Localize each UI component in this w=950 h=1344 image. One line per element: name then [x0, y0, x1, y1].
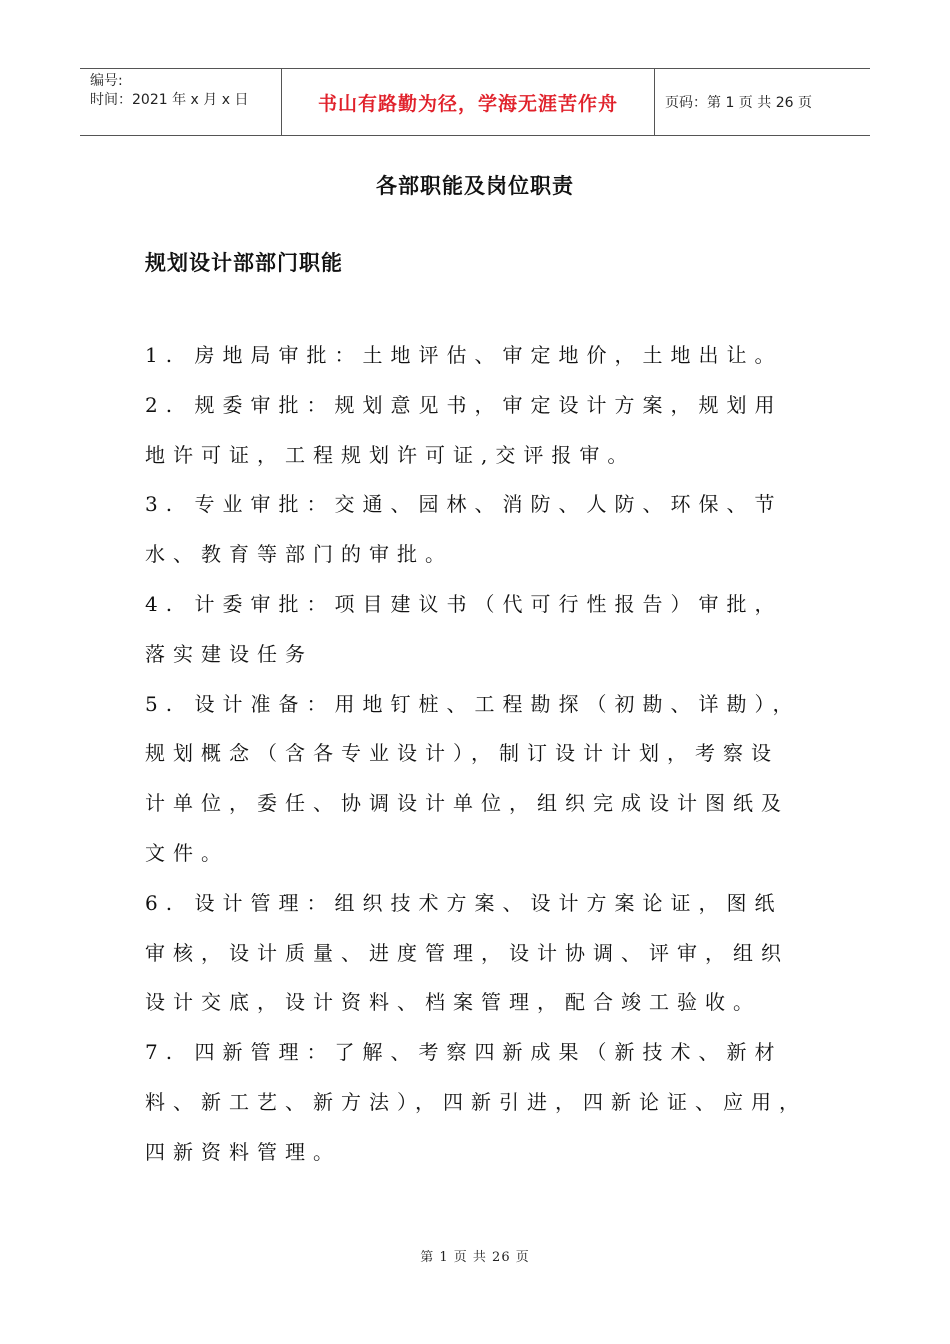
text-line: 水、教育等部门的审批。	[145, 542, 453, 567]
section-title: 规划设计部部门职能	[145, 251, 343, 275]
text-line: 地许可证，工程规划许可证,交评报审。	[145, 442, 636, 467]
text-line: 文件。	[145, 840, 229, 865]
text-line: 6. 设计管理：组织技术方案、设计方案论证，图纸	[145, 890, 783, 915]
time-label: 时间：2021 年 x 月 x 日	[90, 92, 249, 108]
number-label: 编号:	[90, 73, 123, 89]
document-header	[80, 68, 870, 136]
text-line: 1. 房地局审批：土地评估、审定地价，土地出让。	[145, 343, 783, 367]
text-line: 落实建设任务	[145, 641, 313, 666]
header-page-label: 页码：第 1 页 共 26 页	[665, 95, 812, 111]
text-line: 4. 计委审批：项目建议书（代可行性报告）审批，	[145, 591, 783, 616]
text-line: 设计交底，设计资料、档案管理，配合竣工验收。	[145, 990, 761, 1015]
header-slogan: 书山有路勤为径，学海无涯苦作舟	[281, 69, 655, 135]
header-meta	[80, 69, 281, 135]
text-line: 审核，设计质量、进度管理，设计协调、评审，组织	[145, 940, 789, 965]
text-line: 7. 四新管理：了解、考察四新成果（新技术、新材	[145, 1040, 783, 1065]
text-line: 料、新工艺、新方法），四新引进，四新论证、应用，	[145, 1089, 807, 1114]
text-line: 规划概念（含各专业设计），制订设计计划，考察设	[145, 741, 779, 766]
page-footer: 第 1 页 共 26 页	[420, 1250, 530, 1265]
text-line: 四新资料管理。	[145, 1139, 341, 1164]
document-title: 各部职能及岗位职责	[376, 174, 574, 198]
body-text	[145, 331, 825, 1178]
text-line: 2. 规委审批：规划意见书，审定设计方案，规划用	[145, 392, 783, 417]
text-line: 3. 专业审批：交通、园林、消防、人防、环保、节	[145, 492, 783, 517]
text-line: 5. 设计准备：用地钉桩、工程勘探（初勘、详勘），	[145, 691, 801, 716]
text-line: 计单位，委任、协调设计单位，组织完成设计图纸及	[145, 791, 789, 816]
